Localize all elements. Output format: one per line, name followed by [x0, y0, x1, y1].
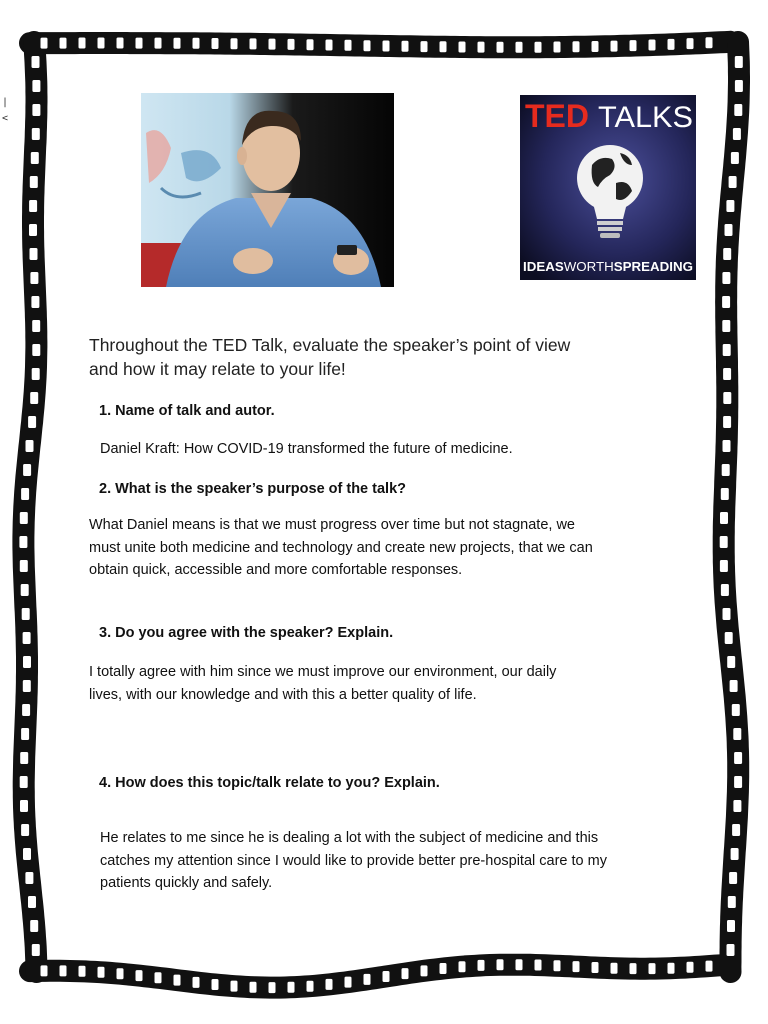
- film-sprocket-hole: [611, 963, 618, 974]
- answer-line: obtain quick, accessible and more comfortable responses.: [89, 562, 463, 578]
- film-sprocket-hole: [155, 972, 162, 983]
- answer-line: must unite both medicine and technology and create new projects, that we can: [89, 539, 593, 556]
- film-sprocket-hole: [30, 272, 38, 284]
- film-sprocket-hole: [31, 296, 39, 308]
- film-sprocket-hole: [723, 344, 731, 356]
- film-sprocket-hole: [402, 968, 409, 979]
- talks-wordmark: TALKS: [598, 101, 693, 134]
- tagline-ideas: IDEAS: [523, 260, 562, 274]
- question-heading: 1. Name of talk and autor.: [99, 403, 275, 419]
- film-sprocket-hole: [630, 963, 637, 974]
- film-sprocket-hole: [649, 963, 656, 974]
- film-sprocket-hole: [592, 41, 599, 52]
- film-sprocket-hole: [31, 152, 39, 164]
- film-sprocket-hole: [497, 959, 504, 970]
- film-sprocket-hole: [231, 38, 238, 49]
- film-sprocket-hole: [735, 56, 743, 68]
- film-sprocket-hole: [41, 965, 48, 976]
- answer-line: I totally agree with him since we must improve our environment, our daily: [89, 664, 557, 680]
- answer-line: What Daniel means is that we must progress over time but not stagnate, we: [89, 517, 575, 533]
- film-sprocket-hole: [573, 961, 580, 972]
- film-sprocket-hole: [20, 800, 28, 812]
- film-sprocket-hole: [706, 961, 713, 972]
- film-sprocket-hole: [630, 40, 637, 51]
- film-sprocket-hole: [723, 368, 731, 380]
- film-sprocket-hole: [364, 40, 371, 51]
- film-sprocket-hole: [720, 512, 728, 524]
- film-sprocket-hole: [30, 176, 38, 188]
- film-sprocket-hole: [231, 981, 238, 992]
- film-sprocket-hole: [722, 296, 730, 308]
- film-sprocket-hole: [79, 38, 86, 49]
- film-sprocket-hole: [20, 776, 28, 788]
- film-sprocket-hole: [720, 560, 728, 572]
- answer-text: [89, 661, 556, 706]
- margin-mark: |: [2, 97, 9, 108]
- film-sprocket-hole: [383, 41, 390, 52]
- film-sprocket-hole: [727, 944, 735, 956]
- svg-text:IDEASWORTHSPREADING: [523, 260, 693, 274]
- film-sprocket-hole: [23, 848, 31, 860]
- film-sprocket-hole: [649, 40, 656, 51]
- film-sprocket-hole: [722, 320, 730, 332]
- film-sprocket-hole: [21, 824, 29, 836]
- film-sprocket-hole: [554, 42, 561, 53]
- film-sprocket-hole: [19, 536, 27, 548]
- film-sprocket-hole: [26, 440, 34, 452]
- film-sprocket-hole: [20, 512, 28, 524]
- film-sprocket-hole: [22, 704, 30, 716]
- film-sprocket-hole: [729, 176, 737, 188]
- film-sprocket-hole: [155, 38, 162, 49]
- film-sprocket-hole: [668, 963, 675, 974]
- answer-line: catches my attention since I would like to provide better pre-hospital care to my: [100, 852, 607, 869]
- film-sprocket-hole: [212, 38, 219, 49]
- film-sprocket-hole: [687, 38, 694, 49]
- film-sprocket-hole: [193, 38, 200, 49]
- film-sprocket-hole: [212, 979, 219, 990]
- film-sprocket-hole: [726, 200, 734, 212]
- film-sprocket-hole: [535, 960, 542, 971]
- film-sprocket-hole: [32, 128, 40, 140]
- film-sprocket-hole: [32, 944, 40, 956]
- speaker-photo: [141, 93, 394, 287]
- film-sprocket-hole: [60, 38, 67, 49]
- film-sprocket-hole: [516, 42, 523, 53]
- film-sprocket-hole: [23, 680, 31, 692]
- film-sprocket-hole: [730, 680, 738, 692]
- film-sprocket-hole: [735, 80, 743, 92]
- film-sprocket-hole: [734, 752, 742, 764]
- film-sprocket-hole: [592, 962, 599, 973]
- question-heading: 4. How does this topic/talk relate to you? Explain.: [99, 775, 440, 791]
- tagline-worth: WORTH: [563, 260, 611, 274]
- film-sprocket-hole: [722, 464, 730, 476]
- film-sprocket-hole: [21, 728, 29, 740]
- question-heading: 2. What is the speaker’s purpose of the talk?: [99, 481, 406, 497]
- film-sprocket-hole: [732, 824, 740, 836]
- film-sprocket-hole: [728, 896, 736, 908]
- film-sprocket-hole: [383, 971, 390, 982]
- film-sprocket-hole: [727, 920, 735, 932]
- film-sprocket-hole: [30, 920, 38, 932]
- film-sprocket-hole: [687, 962, 694, 973]
- film-sprocket-hole: [326, 40, 333, 51]
- film-sprocket-hole: [732, 704, 740, 716]
- film-sprocket-hole: [731, 848, 739, 860]
- answer-line: He relates to me since he is dealing a lot with the subject of medicine and this: [100, 830, 599, 846]
- margin-mark: <: [2, 113, 9, 124]
- film-sprocket-hole: [32, 368, 40, 380]
- film-sprocket-hole: [459, 961, 466, 972]
- film-sprocket-hole: [117, 38, 124, 49]
- film-sprocket-hole: [345, 40, 352, 51]
- film-sprocket-hole: [497, 42, 504, 53]
- intro-line: Throughout the TED Talk, evaluate the speaker’s point of view: [89, 335, 571, 355]
- film-sprocket-hole: [23, 632, 31, 644]
- film-sprocket-hole: [23, 464, 31, 476]
- film-sprocket-hole: [402, 41, 409, 52]
- film-sprocket-hole: [174, 38, 181, 49]
- film-sprocket-hole: [668, 39, 675, 50]
- question-heading: 3. Do you agree with the speaker? Explain.: [99, 625, 394, 641]
- film-sprocket-hole: [722, 272, 730, 284]
- film-sprocket-hole: [25, 872, 33, 884]
- film-sprocket-hole: [706, 37, 713, 48]
- ted-wordmark: TED: [525, 98, 589, 134]
- answer-line: patients quickly and safely.: [100, 875, 273, 891]
- film-sprocket-hole: [136, 38, 143, 49]
- film-sprocket-hole: [516, 959, 523, 970]
- film-sprocket-hole: [269, 39, 276, 50]
- film-sprocket-hole: [733, 128, 741, 140]
- film-sprocket-hole: [22, 608, 30, 620]
- film-sprocket-hole: [20, 560, 28, 572]
- film-sprocket-hole: [32, 104, 40, 116]
- answer-text: [100, 438, 513, 461]
- film-sprocket-hole: [307, 39, 314, 50]
- film-sprocket-hole: [28, 896, 36, 908]
- film-sprocket-hole: [269, 982, 276, 993]
- film-sprocket-hole: [20, 752, 28, 764]
- film-sprocket-hole: [193, 977, 200, 988]
- film-sprocket-hole: [29, 224, 37, 236]
- film-sprocket-hole: [364, 974, 371, 985]
- film-sprocket-hole: [721, 584, 729, 596]
- film-strip-band: [30, 42, 730, 47]
- film-sprocket-hole: [733, 800, 741, 812]
- film-sprocket-hole: [117, 968, 124, 979]
- film-sprocket-hole: [733, 728, 741, 740]
- film-sprocket-hole: [573, 41, 580, 52]
- film-strip-band: [30, 965, 730, 988]
- film-sprocket-hole: [21, 488, 29, 500]
- film-sprocket-hole: [32, 320, 40, 332]
- film-sprocket-hole: [32, 80, 40, 92]
- film-sprocket-hole: [440, 41, 447, 52]
- answer-text: [100, 827, 607, 895]
- film-sprocket-hole: [98, 38, 105, 49]
- film-sprocket-hole: [21, 584, 29, 596]
- intro-text: [89, 333, 649, 381]
- ted-talks-logo: [520, 95, 696, 280]
- film-sprocket-hole: [326, 979, 333, 990]
- film-sprocket-hole: [250, 38, 257, 49]
- film-sprocket-hole: [60, 965, 67, 976]
- film-sprocket-hole: [32, 56, 40, 68]
- film-sprocket-hole: [440, 963, 447, 974]
- answer-line: lives, with our knowledge and with this a better quality of life.: [89, 686, 477, 703]
- film-sprocket-hole: [23, 656, 31, 668]
- film-sprocket-hole: [611, 41, 618, 52]
- tagline-spreading: SPREADING: [613, 260, 689, 274]
- film-sprocket-hole: [725, 632, 733, 644]
- film-sprocket-hole: [723, 416, 731, 428]
- film-sprocket-hole: [421, 965, 428, 976]
- film-sprocket-hole: [723, 440, 731, 452]
- film-sprocket-hole: [250, 982, 257, 993]
- film-sprocket-hole: [79, 966, 86, 977]
- film-sprocket-hole: [727, 656, 735, 668]
- film-sprocket-hole: [721, 488, 729, 500]
- film-sprocket-hole: [30, 248, 38, 260]
- film-sprocket-hole: [174, 975, 181, 986]
- answer-text: [89, 514, 593, 582]
- film-sprocket-hole: [535, 42, 542, 53]
- film-sprocket-hole: [459, 42, 466, 53]
- film-sprocket-hole: [30, 392, 38, 404]
- film-sprocket-hole: [288, 982, 295, 993]
- film-sprocket-hole: [723, 608, 731, 620]
- intro-line: and how it may relate to your life!: [89, 359, 346, 379]
- answer-line: Daniel Kraft: How COVID-19 transformed the future of medicine.: [100, 441, 513, 457]
- film-sprocket-hole: [32, 344, 40, 356]
- film-sprocket-hole: [478, 42, 485, 53]
- film-sprocket-hole: [98, 967, 105, 978]
- film-sprocket-hole: [478, 960, 485, 971]
- film-sprocket-hole: [288, 39, 295, 50]
- film-sprocket-hole: [723, 248, 731, 260]
- film-sprocket-hole: [720, 536, 728, 548]
- film-sprocket-hole: [723, 392, 731, 404]
- film-sprocket-hole: [731, 152, 739, 164]
- film-sprocket-hole: [725, 224, 733, 236]
- film-sprocket-hole: [29, 200, 37, 212]
- film-sprocket-hole: [41, 38, 48, 49]
- film-sprocket-hole: [734, 104, 742, 116]
- film-sprocket-hole: [729, 872, 737, 884]
- film-sprocket-hole: [554, 960, 561, 971]
- film-sprocket-hole: [28, 416, 36, 428]
- film-sprocket-hole: [345, 977, 352, 988]
- film-sprocket-hole: [421, 41, 428, 52]
- film-sprocket-hole: [734, 776, 742, 788]
- film-sprocket-hole: [307, 981, 314, 992]
- film-sprocket-hole: [136, 970, 143, 981]
